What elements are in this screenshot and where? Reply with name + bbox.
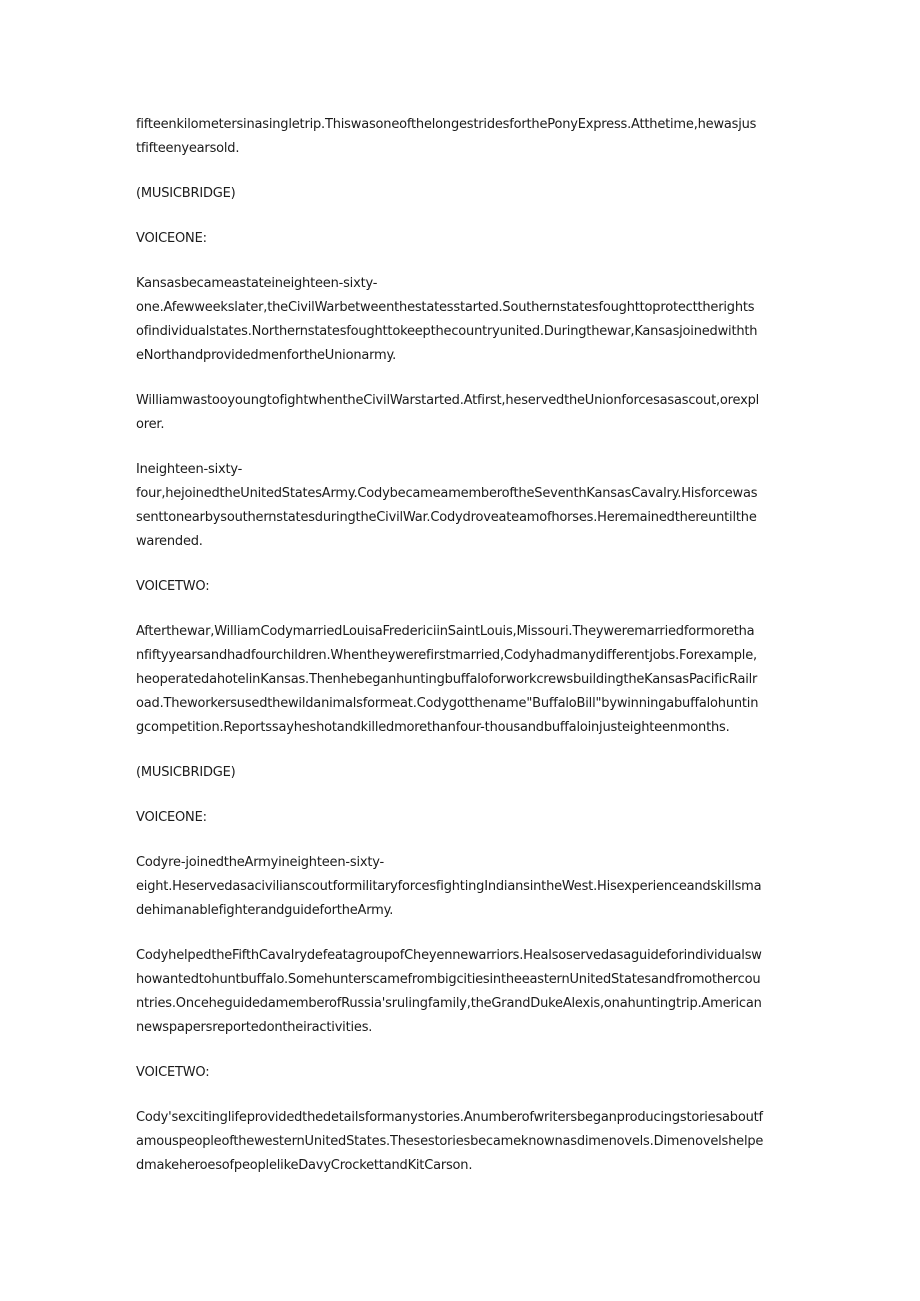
text-line: senttonearbysouthernstatesduringtheCivilWar.Codydroveateamofhorses.Heremainedthereuntilthe — [136, 510, 757, 525]
paragraph-pony-express — [136, 113, 786, 161]
text-line: one.Afewweekslater,theCivilWarbetweenthestatesstarted.Southernstatesfoughttoprotecttherights — [136, 300, 755, 315]
text-line: four,hejoinedtheUnitedStatesArmy.CodybecameamemberoftheSeventhKansasCavalry.Hisforcewas — [136, 486, 758, 501]
text-line: fifteenkilometersinasingletrip.ThiswasoneofthelongestridesforthePonyExpress.Atthetime,hewasjus — [136, 117, 757, 132]
text-line: Kansasbecameastateineighteen-sixty- — [136, 276, 378, 291]
text-line: gcompetition.Reportssayheshotandkilledmorethanfour-thousandbuffaloinjusteighteenmonths. — [136, 720, 730, 735]
paragraph-dime-novels — [136, 1106, 786, 1178]
text-line: Cody'sexcitinglifeprovidedthedetailsformanystories.Anumberofwritersbeganproducingstoriesaboutf — [136, 1110, 763, 1125]
text-line: eight.HeservedasacivilianscoutformilitaryforcesfightingIndiansintheWest.Hisexperienceandskillsma — [136, 879, 762, 894]
paragraph-army-enlistment — [136, 458, 786, 554]
paragraph-buffalo-bill — [136, 620, 786, 740]
text-line: Afterthewar,WilliamCodymarriedLouisaFredericiinSaintLouis,Missouri.Theyweremarriedformoretha — [136, 624, 755, 639]
text-line: (MUSICBRIDGE) — [136, 186, 236, 201]
text-line: howantedtohuntbuffalo.SomehunterscamefrombigcitiesintheeasternUnitedStatesandfromothercou — [136, 972, 761, 987]
speaker-label — [136, 806, 786, 830]
text-line: amouspeopleofthewesternUnitedStates.Thesestoriesbecameknownasdimenovels.Dimenovelshelpe — [136, 1134, 764, 1149]
text-line: Ineighteen-sixty- — [136, 462, 243, 477]
text-line: ntries.OnceheguidedamemberofRussia'srulingfamily,theGrandDukeAlexis,onahuntingtrip.American — [136, 996, 762, 1011]
text-line: (MUSICBRIDGE) — [136, 765, 236, 780]
document-page — [136, 113, 786, 1199]
paragraph-fifth-cavalry — [136, 944, 786, 1040]
text-line: orer. — [136, 417, 165, 432]
text-line: WilliamwastooyoungtofightwhentheCivilWarstarted.Atfirst,heservedtheUnionforcesasascout,orexpl — [136, 393, 760, 408]
text-line: VOICEONE: — [136, 810, 207, 825]
paragraph-kansas-statehood — [136, 272, 786, 368]
text-line: CodyhelpedtheFifthCavalrydefeatagroupofCheyennewarriors.Healsoservedasaguideforindividualsw — [136, 948, 762, 963]
text-line: oad.Theworkersusedthewildanimalsformeat.Codygotthename"BuffaloBill"bywinningabuffalohuntin — [136, 696, 759, 711]
text-line: warended. — [136, 534, 203, 549]
text-line: nfiftyyearsandhadfourchildren.Whentheywerefirstmarried,Codyhadmanydifferentjobs.Forexample, — [136, 648, 757, 663]
speaker-label — [136, 227, 786, 251]
text-line: heoperatedahotelinKansas.ThenhebeganhuntingbuffaloforworkcrewsbuildingtheKansasPacificRailr — [136, 672, 758, 687]
text-line: dehimanablefighterandguidefortheArmy. — [136, 903, 394, 918]
stage-cue — [136, 182, 786, 206]
text-line: dmakeheroesofpeoplelikeDavyCrockettandKitCarson. — [136, 1158, 473, 1173]
text-line: eNorthandprovidedmenfortheUnionarmy. — [136, 348, 397, 363]
speaker-label — [136, 1061, 786, 1085]
paragraph-civilian-scout — [136, 851, 786, 923]
text-line: Codyre-joinedtheArmyineighteen-sixty- — [136, 855, 384, 870]
stage-cue — [136, 761, 786, 785]
speaker-label — [136, 575, 786, 599]
text-line: newspapersreportedontheiractivities. — [136, 1020, 373, 1035]
text-line: VOICETWO: — [136, 579, 210, 594]
text-line: VOICETWO: — [136, 1065, 210, 1080]
text-line: ofindividualstates.Northernstatesfoughttokeepthecountryunited.Duringthewar,Kansasjoinedwithth — [136, 324, 758, 339]
text-line: VOICEONE: — [136, 231, 207, 246]
text-line: tfifteenyearsold. — [136, 141, 240, 156]
paragraph-union-scout — [136, 389, 786, 437]
